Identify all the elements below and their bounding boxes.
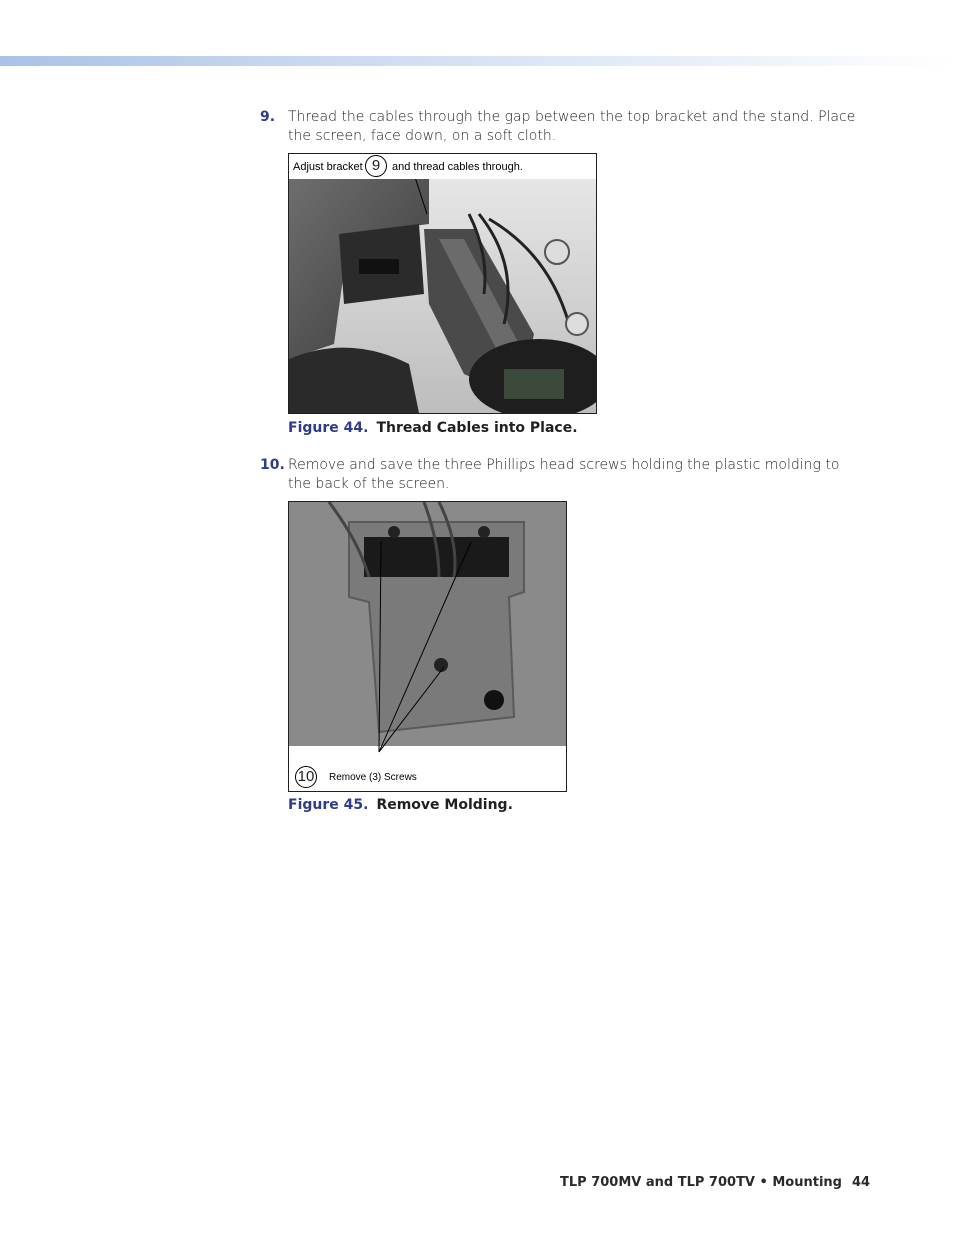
callout-text: Remove (3) Screws <box>329 772 417 783</box>
step-text: Thread the cables through the gap between the top bracket and the stand. Place the screen, face down, on a soft cloth. <box>288 109 856 144</box>
figure-label: Figure 45. <box>288 797 369 813</box>
figure-label: Figure 44. <box>288 420 369 436</box>
callout-number-9: 9 <box>365 155 387 177</box>
molding-photo <box>289 502 566 791</box>
callout-text: and thread cables through. <box>392 161 523 173</box>
figure-45-caption <box>288 797 513 813</box>
step-text: Remove and save the three Phillips head screws holding the plastic molding to the back of the screen. <box>288 457 840 492</box>
callout-text: Adjust bracket <box>293 161 363 173</box>
step-9 <box>260 108 860 146</box>
figure-title: Thread Cables into Place. <box>376 420 578 436</box>
callout-number-10: 10 <box>295 766 317 788</box>
header-band <box>0 56 954 66</box>
figure-44-image <box>288 153 597 414</box>
bracket-photo <box>289 154 596 413</box>
figure-45-image <box>288 501 567 792</box>
step-number: 9. <box>260 109 276 125</box>
step-number: 10. <box>260 457 285 473</box>
figure-44-caption <box>288 420 578 436</box>
page-number: 44 <box>852 1175 871 1190</box>
step-10 <box>260 456 860 494</box>
footer-title: TLP 700MV and TLP 700TV • Mounting <box>560 1175 842 1190</box>
figure-title: Remove Molding. <box>376 797 513 813</box>
